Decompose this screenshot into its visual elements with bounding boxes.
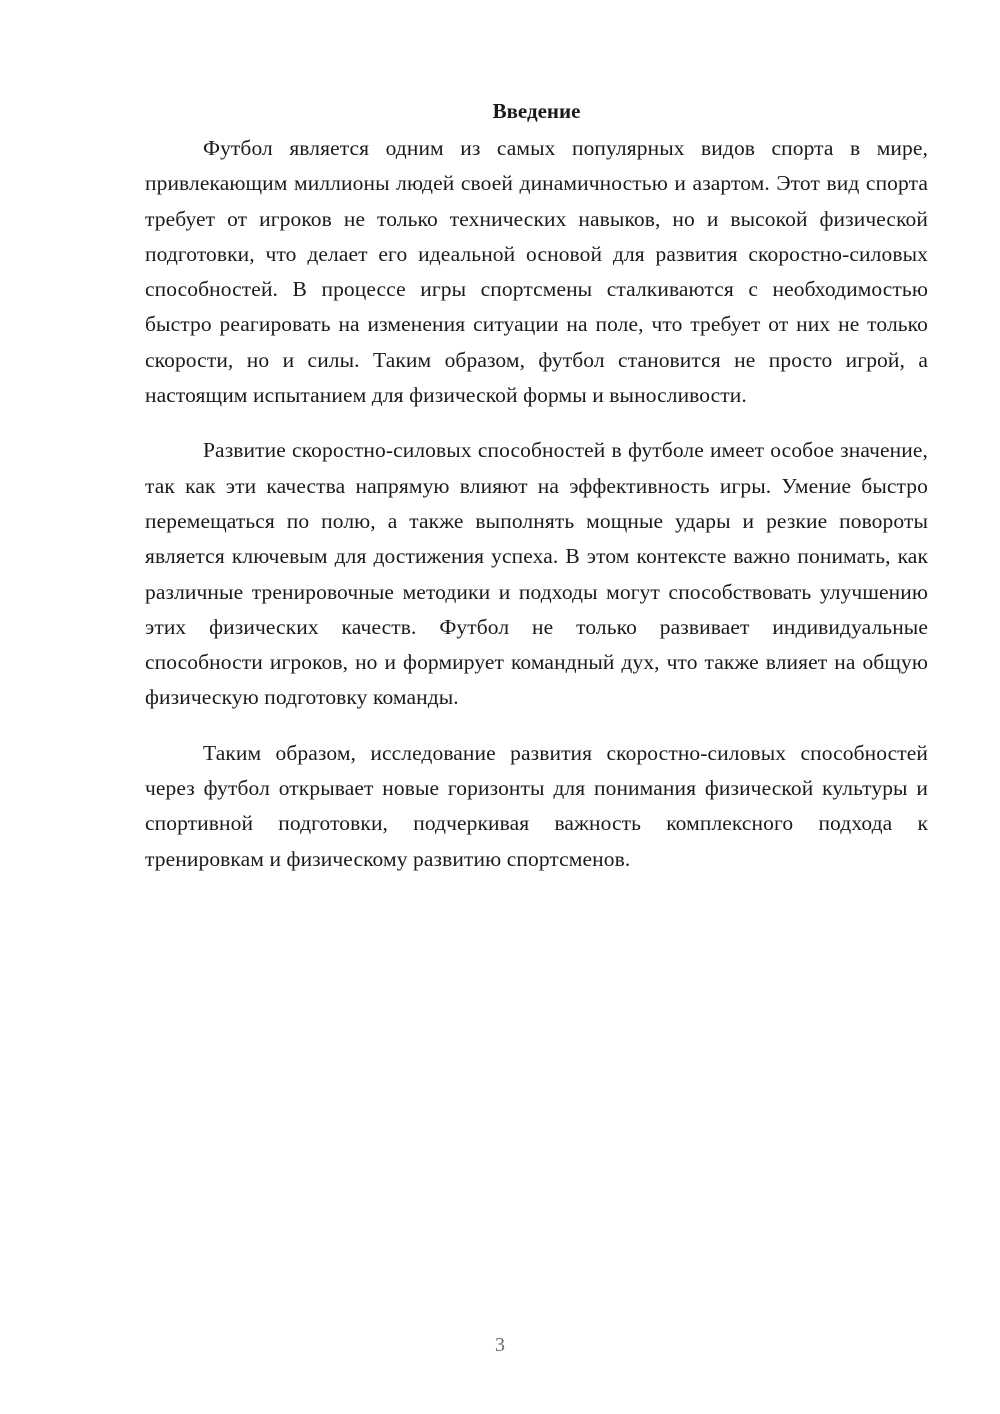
paragraph-2: Развитие скоростно-силовых способностей в футболе имеет особое значение, так как эти качества напрямую влияют на эффективность игры. Умение быстро перемещаться по полю, а также выполнять мощные удары и резкие повороты является ключевым для достижения успеха. В этом контексте важно понимать, как различные тренировочные методики и подходы могут способствовать улучшению этих физических качеств. Футбол не только развивает индивидуальные способности игроков, но и формирует командный дух, что также влияет на общую физическую подготовку команды.	[145, 438, 928, 710]
section-heading: Введение	[492, 99, 581, 123]
paragraph-3: Таким образом, исследование развития скоростно-силовых способностей через футбол открывает новые горизонты для понимания физической культуры и спортивной подготовки, подчеркивая важность комплексного подхода к тренировкам и физическому развитию спортсменов.	[145, 740, 928, 871]
page-content	[145, 96, 928, 897]
paragraph-1: Футбол является одним из самых популярных видов спорта в мире, привлекающим миллионы людей своей динамичностью и азартом. Этот вид спорта требует от игроков не только технических навыков, но и высокой физической подготовки, что делает его идеальной основой для развития скоростно-силовых способностей. В процессе игры спортсмены сталкиваются с необходимостью быстро реагировать на изменения ситуации на поле, что требует от них не только скорости, но и силы. Таким образом, футбол становится не просто игрой, а настоящим испытанием для физической формы и выносливости.	[145, 136, 928, 408]
page-number: 3	[495, 1334, 505, 1356]
